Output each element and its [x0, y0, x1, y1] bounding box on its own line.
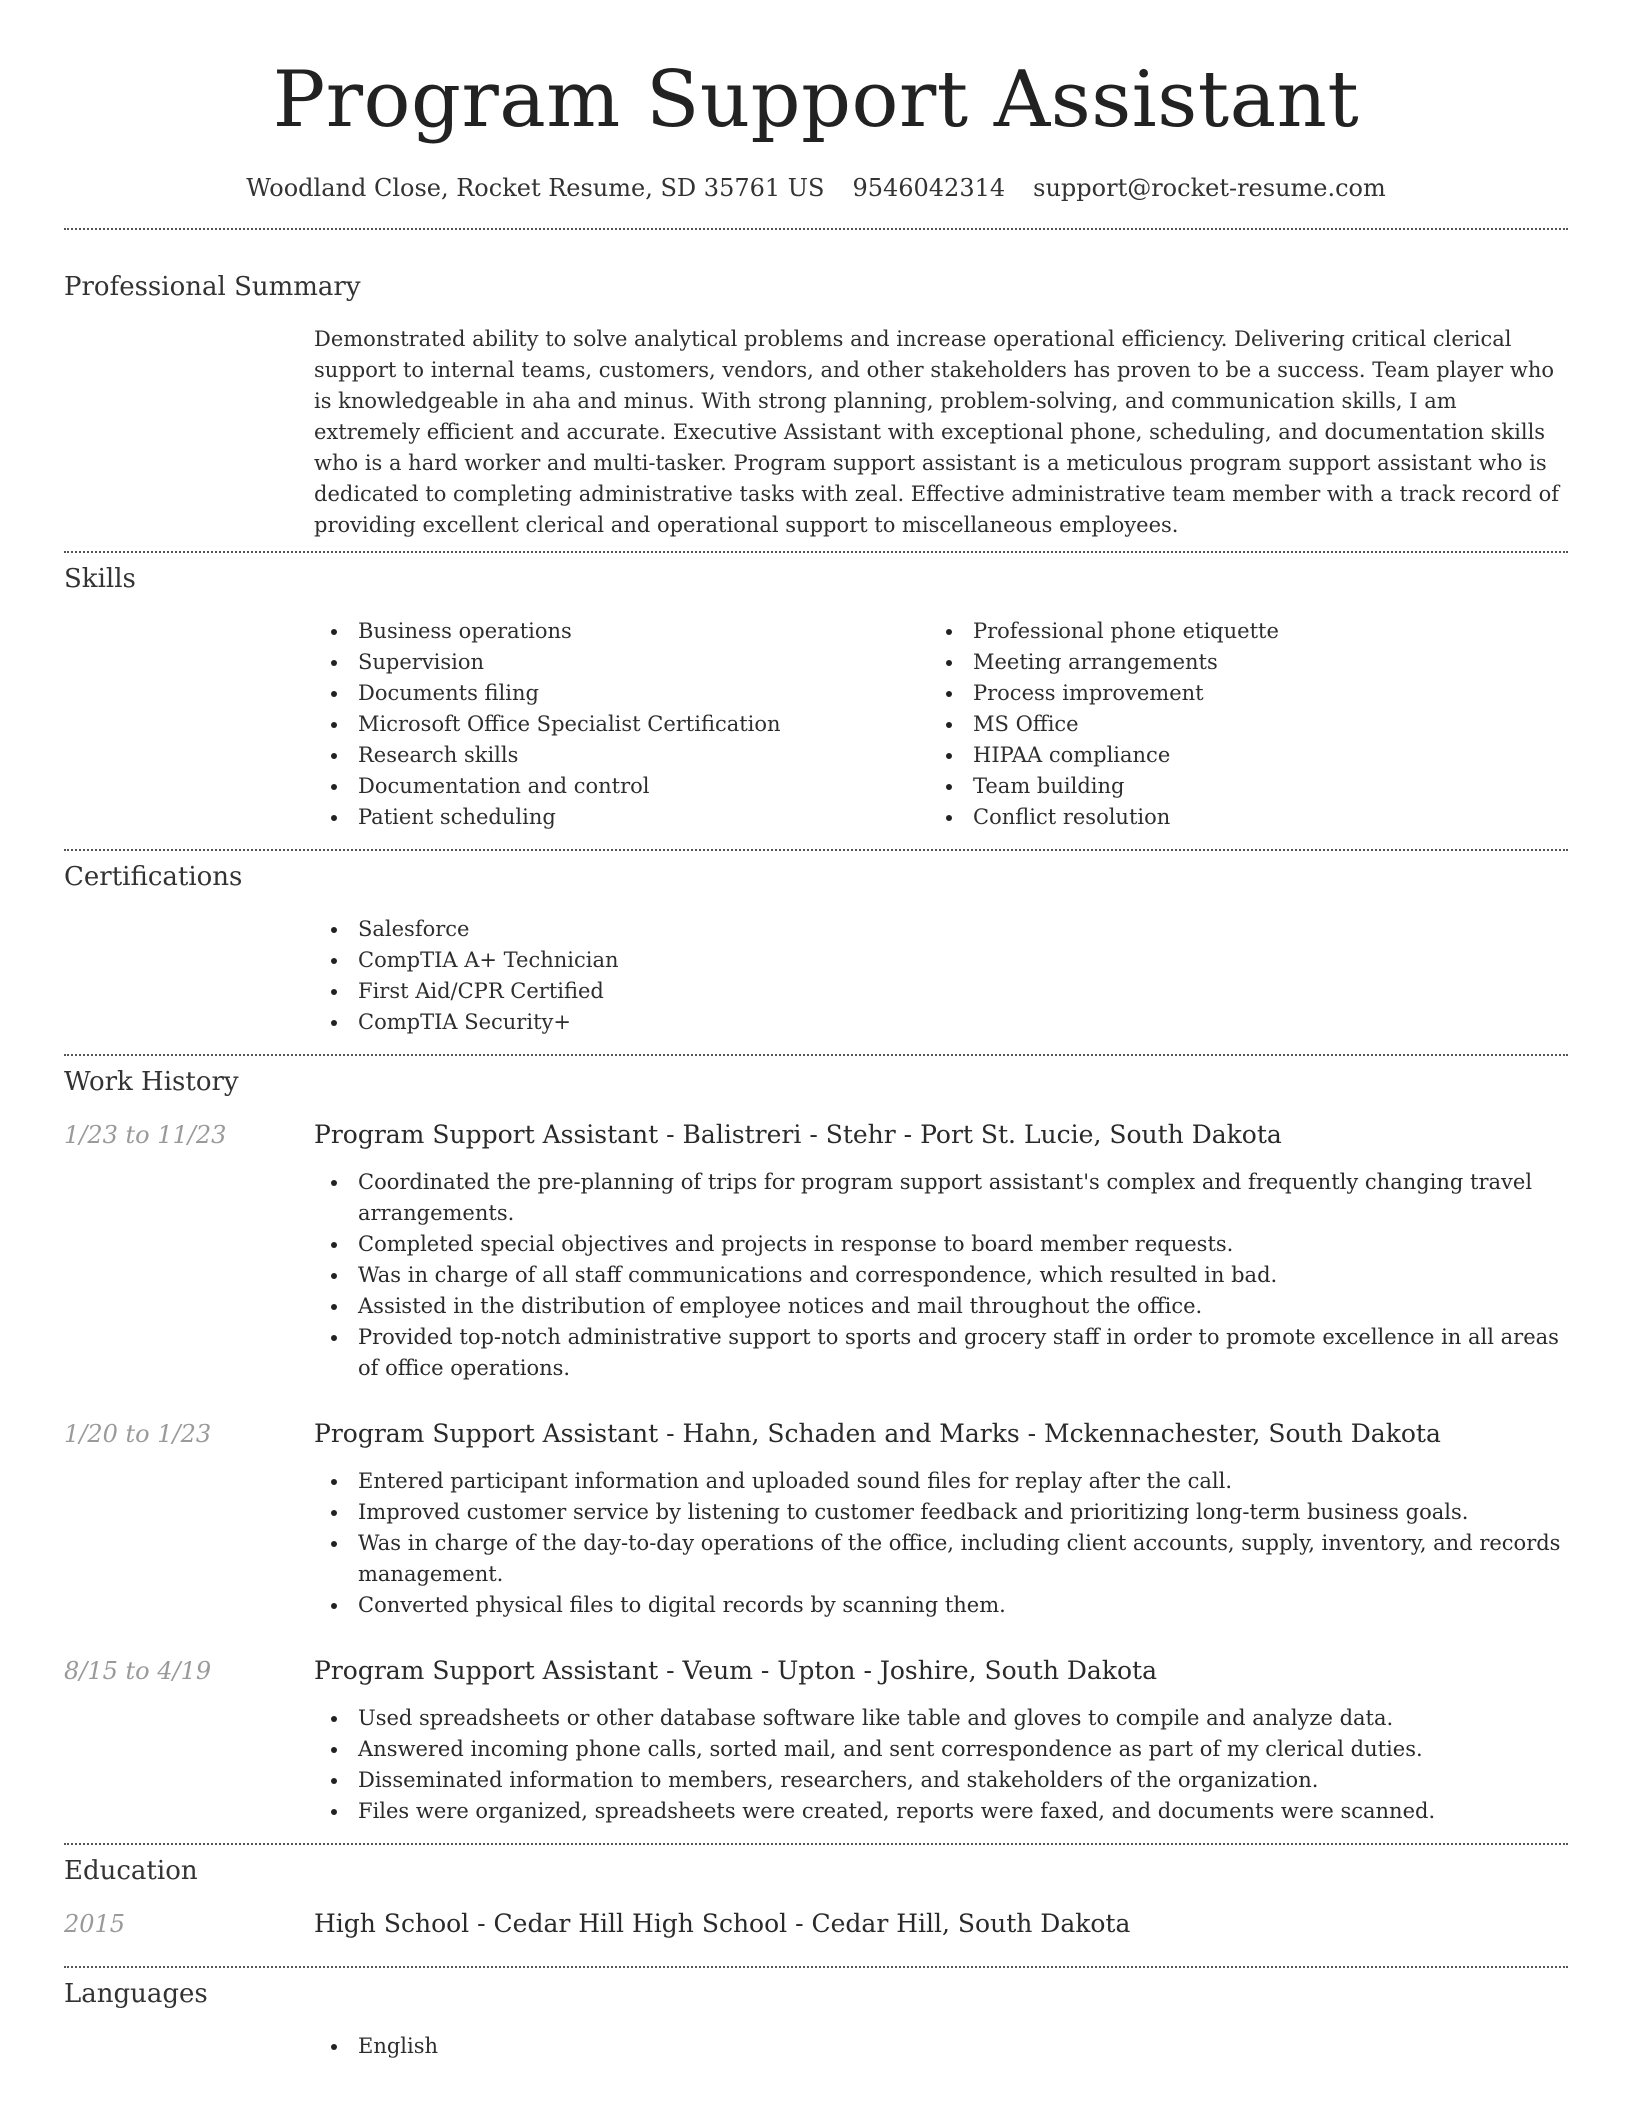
section-title-languages: Languages: [64, 1979, 208, 2009]
languages-block: [314, 2031, 1568, 2062]
skills-list-right: [929, 616, 1544, 833]
divider: [64, 551, 1568, 553]
skill-item: Documents filing: [314, 678, 929, 709]
skill-item: Documentation and control: [314, 771, 929, 802]
skill-item: Supervision: [314, 647, 929, 678]
contact-line: [64, 172, 1568, 204]
job-bullets: [314, 1703, 1568, 1827]
certification-item: CompTIA A+ Technician: [314, 945, 1568, 976]
divider: [64, 228, 1568, 230]
education-year: 2015: [64, 1910, 126, 1938]
section-title-certifications: Certifications: [64, 862, 243, 892]
job-bullets: [314, 1466, 1568, 1621]
skill-item: Professional phone etiquette: [929, 616, 1544, 647]
education-entry: [64, 1908, 1568, 1940]
job-bullet: Disseminated information to members, researchers, and stakeholders of the organization.: [314, 1765, 1568, 1796]
divider: [64, 849, 1568, 851]
skills-grid: [314, 616, 1568, 833]
job-heading: Program Support Assistant - Veum - Upton - Joshire, South Dakota: [314, 1656, 1157, 1685]
job-dates: 1/23 to 11/23: [64, 1121, 227, 1149]
job-heading: Program Support Assistant - Balistreri - Stehr - Port St. Lucie, South Dakota: [314, 1120, 1282, 1149]
divider: [64, 1966, 1568, 1968]
job-bullet: Answered incoming phone calls, sorted mail, and sent correspondence as part of my clerical duties.: [314, 1734, 1568, 1765]
divider: [64, 1843, 1568, 1845]
job-bullet: Coordinated the pre-planning of trips for program support assistant's complex and frequently changing travel arrangements.: [314, 1167, 1568, 1229]
job-bullets: [314, 1167, 1568, 1384]
contact-email: support@rocket-resume.com: [1033, 174, 1386, 202]
job-dates: 8/15 to 4/19: [64, 1657, 212, 1685]
job-bullet: Files were organized, spreadsheets were created, reports were faxed, and documents were scanned.: [314, 1796, 1568, 1827]
job-bullet: Converted physical files to digital records by scanning them.: [314, 1590, 1568, 1621]
skill-item: MS Office: [929, 709, 1544, 740]
skill-item: Team building: [929, 771, 1544, 802]
certification-item: CompTIA Security+: [314, 1007, 1568, 1038]
contact-phone: 9546042314: [852, 174, 1006, 202]
certifications-block: [314, 914, 1568, 1038]
job-entry-header: [64, 1119, 1568, 1151]
languages-list: [314, 2031, 1568, 2062]
skills-list-left: [314, 616, 929, 833]
job-bullet: Improved customer service by listening to customer feedback and prioritizing long-term business goals.: [314, 1497, 1568, 1528]
skill-item: HIPAA compliance: [929, 740, 1544, 771]
section-title-work-history: Work History: [64, 1067, 239, 1097]
skill-item: Research skills: [314, 740, 929, 771]
language-item: English: [314, 2031, 1568, 2062]
certification-item: First Aid/CPR Certified: [314, 976, 1568, 1007]
job-bullet: Assisted in the distribution of employee notices and mail throughout the office.: [314, 1291, 1568, 1322]
certification-item: Salesforce: [314, 914, 1568, 945]
skill-item: Patient scheduling: [314, 802, 929, 833]
skill-item: Process improvement: [929, 678, 1544, 709]
skill-item: Conflict resolution: [929, 802, 1544, 833]
job-bullet: Entered participant information and uploaded sound files for replay after the call.: [314, 1466, 1568, 1497]
contact-address: Woodland Close, Rocket Resume, SD 35761 US: [246, 174, 825, 202]
section-title-education: Education: [64, 1856, 198, 1886]
skill-item: Microsoft Office Specialist Certification: [314, 709, 929, 740]
skill-item: Meeting arrangements: [929, 647, 1544, 678]
job-bullet: Used spreadsheets or other database software like table and gloves to compile and analyze data.: [314, 1703, 1568, 1734]
job-heading: Program Support Assistant - Hahn, Schaden and Marks - Mckennachester, South Dakota: [314, 1419, 1441, 1448]
section-title-summary: Professional Summary: [64, 272, 361, 302]
certifications-list: [314, 914, 1568, 1038]
job-bullet: Was in charge of the day-to-day operations of the office, including client accounts, supply, inventory, and records management.: [314, 1528, 1568, 1590]
skill-item: Business operations: [314, 616, 929, 647]
job-bullet: Completed special objectives and projects in response to board member requests.: [314, 1229, 1568, 1260]
section-title-skills: Skills: [64, 564, 136, 594]
divider: [64, 1054, 1568, 1056]
resume-page: [64, 0, 1568, 2062]
job-bullet: Provided top-notch administrative support to sports and grocery staff in order to promote excellence in all areas of office operations.: [314, 1322, 1568, 1384]
job-bullet: Was in charge of all staff communications and correspondence, which resulted in bad.: [314, 1260, 1568, 1291]
resume-name: Program Support Assistant: [272, 55, 1360, 145]
job-entry-header: [64, 1418, 1568, 1450]
job-entry-header: [64, 1655, 1568, 1687]
education-heading: High School - Cedar Hill High School - Cedar Hill, South Dakota: [314, 1909, 1131, 1938]
summary-text: Demonstrated ability to solve analytical problems and increase operational efficiency. Delivering critical clerical support to internal teams, customers, vendors, and other stakeholders has proven to be a success. Team player who is knowledgeable in aha and minus. With strong planning, problem-solving, and communication skills, I am extremely efficient and accurate. Executive Assistant with exceptional phone, scheduling, and documentation skills who is a hard worker and multi-tasker. Program support assistant is a meticulous program support assistant who is dedicated to completing administrative tasks with zeal. Effective administrative team member with a track record of providing excellent clerical and operational support to miscellaneous employees.: [314, 327, 1560, 537]
job-dates: 1/20 to 1/23: [64, 1420, 212, 1448]
